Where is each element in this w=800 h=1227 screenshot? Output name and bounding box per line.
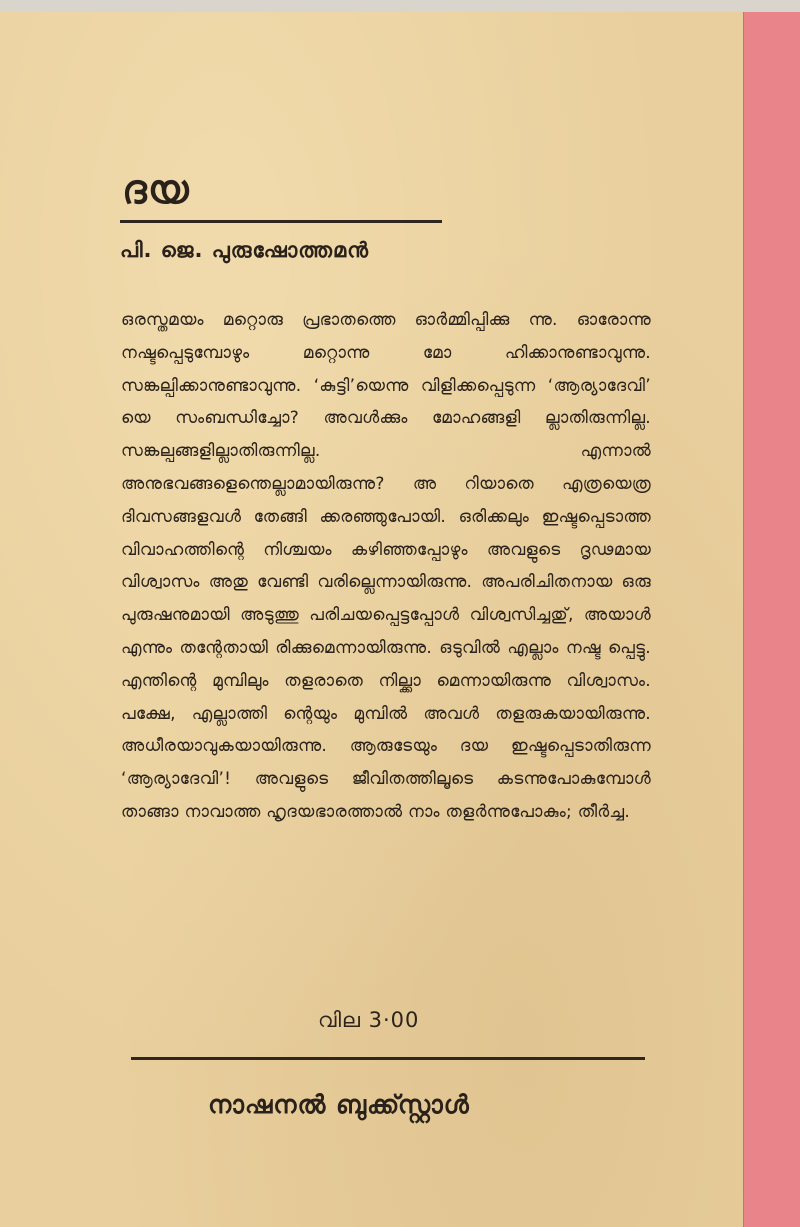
scan-top-edge <box>0 0 800 12</box>
spine-strip <box>743 12 800 1227</box>
back-cover <box>0 12 744 1227</box>
author-name: പി. ജെ. പുരുഷോത്തമൻ <box>120 238 370 262</box>
book-title: ദയ <box>122 167 190 213</box>
publisher-divider <box>131 1057 645 1060</box>
price-label: വില 3·00 <box>318 1008 420 1032</box>
title-divider <box>120 220 442 223</box>
blurb-text: ഒരസ്തമയം മറ്റൊരു പ്രഭാതത്തെ ഓർമ്മിപ്പിക്കു ന്നു. ഓരോന്നു നഷ്ടപ്പെടുമ്പോഴും മറ്റൊന്നു മോ ഹിക്കാനുണ്ടാവുന്നു. സങ്കല്പിക്കാനുണ്ടാവുന്നു. ‘കുട്ടി’യെന്നു വിളിക്കപ്പെടുന്ന ‘ആര്യാദേവി’ യെ സംബന്ധിച്ചോ? അവൾക്കും മോഹങ്ങളി ല്ലാതിരുന്നില്ല. സങ്കല്പങ്ങളില്ലാതിരുന്നില്ല. എന്നാൽ അനുഭവങ്ങളെന്തെല്ലാമായിരുന്നു? അ റിയാതെ എത്രയെത്ര ദിവസങ്ങളവൾ തേങ്ങി ക്കരഞ്ഞുപോയി. ഒരിക്കലും ഇഷ്ടപ്പെടാത്ത വിവാഹത്തിന്റെ നിശ്ചയം കഴിഞ്ഞപ്പോഴും അവളുടെ ദൃഢമായ വിശ്വാസം അതു വേണ്ടി വരില്ലെന്നായിരുന്നു. അപരിചിതനായ ഒരു പുരുഷനുമായി അടുത്തു പരിചയപ്പെട്ടപ്പോൾ വിശ്വസിച്ചതു്, അയാൾ എന്നും തന്റേതായി രിക്കുമെന്നായിരുന്നു. ഒടുവിൽ എല്ലാം നഷ്ട പ്പെട്ടു. എന്തിന്റെ മുമ്പിലും തളരാതെ നില്ക്കാ മെന്നായിരുന്നു വിശ്വാസം. പക്ഷേ, എല്ലാത്തി ന്റെയും മുമ്പിൽ അവൾ തളരുകയായിരുന്നു. അധീരയാവുകയായിരുന്നു. ആരുടേയും ദയ ഇഷ്ടപ്പെടാതിരുന്ന ‘ആര്യാദേവി’! അവളുടെ ജീവിതത്തിലൂടെ കടന്നുപോകുമ്പോൾ താങ്ങാ നാവാത്ത ഹൃദയഭാരത്താൽ നാം തളർന്നുപോകും; തീർച്ച. <box>121 310 651 822</box>
publisher-name: നാഷനൽ ബുക്ക്സ്റ്റാൾ <box>208 1090 470 1119</box>
